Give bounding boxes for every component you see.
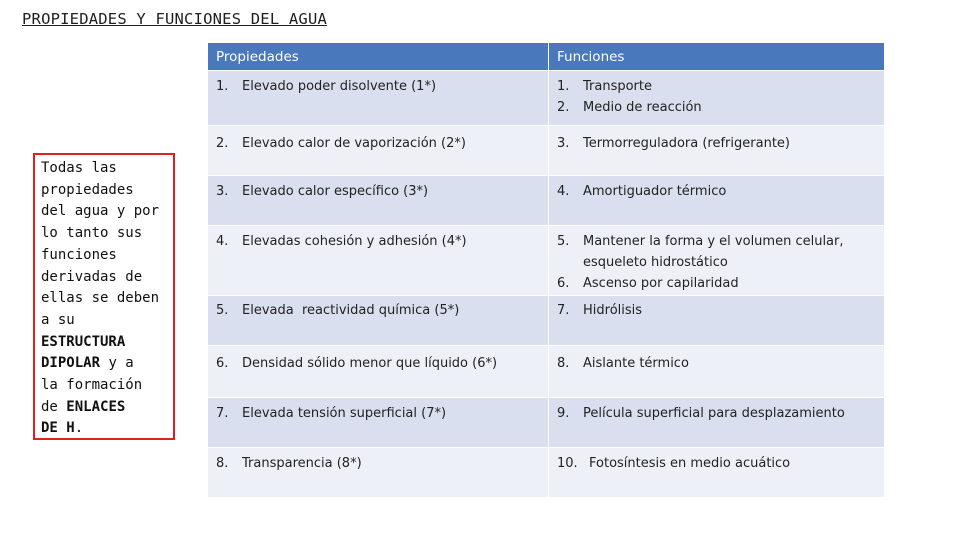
list-item <box>557 181 876 202</box>
side-note-line: la formación <box>41 377 143 394</box>
properties-functions-table <box>207 42 885 498</box>
property-cell <box>208 226 549 296</box>
item-number: 3. <box>557 136 570 151</box>
item-text: Elevada tensión superficial (7*) <box>242 406 447 421</box>
property-cell <box>208 176 549 226</box>
list-item <box>557 353 876 374</box>
side-note-line: ellas se deben <box>41 290 160 307</box>
item-text: Elevadas cohesión y adhesión (4*) <box>242 234 467 249</box>
list-item <box>216 231 540 252</box>
side-note-line: ESTRUCTURA <box>41 333 126 350</box>
item-number: 5. <box>216 303 229 318</box>
item-text: Aislante térmico <box>583 356 689 371</box>
column-header-properties: Propiedades <box>208 43 549 71</box>
item-text: Ascenso por capilaridad <box>583 276 739 291</box>
list-item <box>557 403 876 424</box>
item-text: Amortiguador térmico <box>583 184 727 199</box>
list-item <box>557 133 876 154</box>
list-item <box>557 300 876 321</box>
side-note-line: del agua y por <box>41 203 160 220</box>
table-header-row <box>208 43 885 71</box>
table-body <box>208 71 885 498</box>
item-text: Transparencia (8*) <box>242 456 362 471</box>
item-text: Hidrólisis <box>583 303 643 318</box>
item-number: 8. <box>557 356 570 371</box>
side-note-line: DE H. <box>41 420 84 437</box>
item-number: 1. <box>557 79 570 94</box>
side-note-line: derivadas de <box>41 268 143 285</box>
item-text: Elevado poder disolvente (1*) <box>242 79 437 94</box>
property-cell <box>208 296 549 346</box>
property-cell <box>208 126 549 176</box>
item-number: 9. <box>557 406 570 421</box>
side-note-line: de ENLACES <box>41 398 126 415</box>
side-note-line: funciones <box>41 246 117 263</box>
item-text: Película superficial para desplazamiento <box>583 406 845 421</box>
function-cell <box>549 346 885 398</box>
table-row <box>208 296 885 346</box>
page-title: PROPIEDADES Y FUNCIONES DEL AGUA <box>22 10 328 28</box>
property-cell <box>208 398 549 448</box>
list-item <box>216 403 540 424</box>
list-item <box>216 300 540 321</box>
list-item <box>557 231 876 273</box>
function-cell <box>549 71 885 126</box>
item-text: Medio de reacción <box>583 100 702 115</box>
list-item <box>557 76 876 97</box>
function-cell <box>549 398 885 448</box>
function-cell <box>549 226 885 296</box>
item-text: Fotosíntesis en medio acuático <box>589 456 791 471</box>
side-note-line: DIPOLAR y a <box>41 355 134 372</box>
list-item <box>216 133 540 154</box>
side-note-line: Todas las <box>41 160 117 176</box>
item-text: Elevado calor de vaporización (2*) <box>242 136 466 151</box>
table-row <box>208 176 885 226</box>
side-note-line: propiedades <box>41 181 134 198</box>
side-note-line: a su <box>41 311 75 328</box>
list-item <box>216 353 540 374</box>
function-cell <box>549 126 885 176</box>
item-text: Termorreguladora (refrigerante) <box>583 136 790 151</box>
list-item <box>216 181 540 202</box>
item-number: 8. <box>216 456 229 471</box>
list-item <box>557 453 876 474</box>
side-note-box <box>33 153 175 440</box>
item-text: Elevado calor específico (3*) <box>242 184 429 199</box>
table-row <box>208 346 885 398</box>
property-cell <box>208 448 549 498</box>
item-number: 7. <box>216 406 229 421</box>
list-item <box>557 97 876 118</box>
list-item <box>557 273 876 294</box>
item-number: 7. <box>557 303 570 318</box>
list-item <box>216 453 540 474</box>
item-number: 10. <box>557 456 578 471</box>
item-number: 4. <box>557 184 570 199</box>
table-row <box>208 398 885 448</box>
table-row <box>208 71 885 126</box>
property-cell <box>208 71 549 126</box>
item-number: 4. <box>216 234 229 249</box>
item-number: 5. <box>557 234 570 249</box>
table-row <box>208 126 885 176</box>
table-row <box>208 226 885 296</box>
table-row <box>208 448 885 498</box>
item-text: Densidad sólido menor que líquido (6*) <box>242 356 498 371</box>
item-text: Transporte <box>583 79 652 94</box>
list-item <box>216 76 540 97</box>
item-text: Elevada reactividad química (5*) <box>242 303 460 318</box>
side-note-line: lo tanto sus <box>41 225 143 242</box>
item-text: Mantener la forma y el volumen celular, esqueleto hidrostático <box>583 234 848 270</box>
item-number: 1. <box>216 79 229 94</box>
item-number: 2. <box>557 100 570 115</box>
item-number: 2. <box>216 136 229 151</box>
column-header-functions: Funciones <box>549 43 885 71</box>
item-number: 6. <box>216 356 229 371</box>
function-cell <box>549 296 885 346</box>
item-number: 3. <box>216 184 229 199</box>
function-cell <box>549 448 885 498</box>
item-number: 6. <box>557 276 570 291</box>
property-cell <box>208 346 549 398</box>
function-cell <box>549 176 885 226</box>
